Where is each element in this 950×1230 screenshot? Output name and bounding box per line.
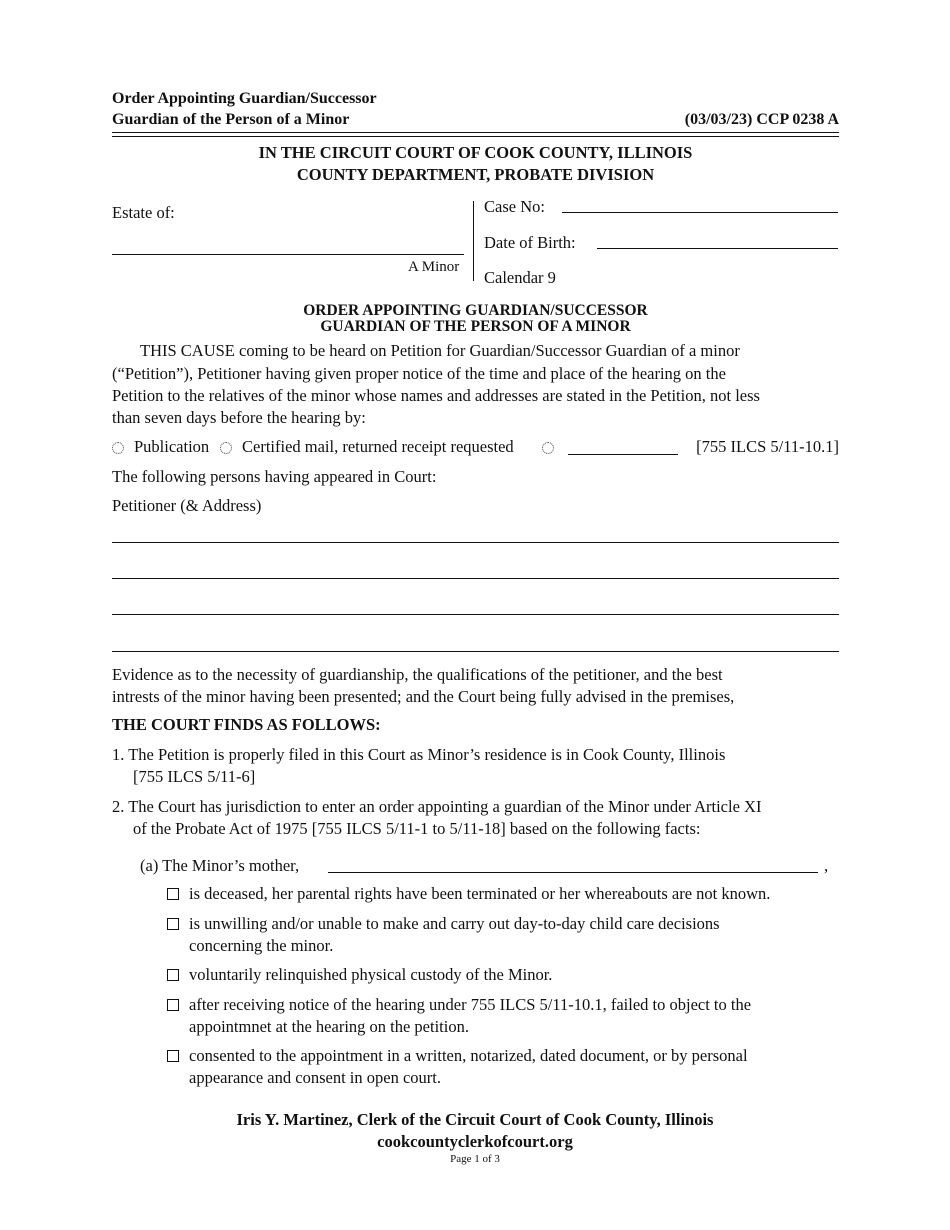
header-double-rule [112, 132, 839, 137]
evidence-line2: intrests of the minor having been presented; and the Court being fully advised in the premises, [112, 687, 735, 706]
dob-label: Date of Birth: [484, 233, 576, 252]
mother-option-5-line2: appearance and consent in open court. [189, 1068, 441, 1087]
intro-line1: THIS CAUSE coming to be heard on Petition for Guardian/Successor Guardian of a minor [140, 341, 740, 360]
mother-option-1-checkbox[interactable] [167, 888, 179, 900]
mother-option-4-checkbox[interactable] [167, 999, 179, 1011]
petitioner-line-4[interactable] [112, 630, 839, 652]
mother-option-2-line1: is unwilling and/or unable to make and carry out day-to-day child care decisions [189, 914, 720, 933]
intro-line2: (“Petition”), Petitioner having given proper notice of the time and place of the hearing on the [112, 364, 726, 383]
court-line2: COUNTY DEPARTMENT, PROBATE DIVISION [296, 165, 655, 184]
mother-option-3-checkbox[interactable] [167, 969, 179, 981]
finding-1-line1: 1. The Petition is properly filed in this Court as Minor’s residence is in Cook County, Illinois [112, 745, 726, 764]
findings-heading: THE COURT FINDS AS FOLLOWS: [112, 715, 381, 734]
petitioner-label: Petitioner (& Address) [112, 496, 262, 515]
certified-mail-radio[interactable] [220, 442, 232, 454]
finding-1-line2: [755 ILCS 5/11-6] [133, 767, 256, 786]
mother-option-4-line2: appointmnet at the hearing on the petition. [189, 1017, 469, 1036]
mother-name-field[interactable] [328, 855, 818, 873]
minor-label: A Minor [408, 259, 460, 275]
petitioner-line-1[interactable] [112, 521, 839, 543]
footer-page-number: Page 1 of 3 [450, 1153, 500, 1165]
finding-2-line2: of the Probate Act of 1975 [755 ILCS 5/11-1 to 5/11-18] based on the following facts: [133, 819, 701, 838]
mother-option-5-checkbox[interactable] [167, 1050, 179, 1062]
petitioner-line-3[interactable] [112, 593, 839, 615]
petitioner-line-2[interactable] [112, 557, 839, 579]
other-notice-field[interactable] [568, 437, 678, 455]
item-a-comma: , [824, 856, 829, 875]
form-title-line1: Order Appointing Guardian/Successor [112, 90, 377, 107]
court-line1: IN THE CIRCUIT COURT OF COOK COUNTY, ILLINOIS [258, 143, 693, 162]
estate-name-field[interactable] [112, 232, 464, 255]
form-code: (03/03/23) CCP 0238 A [684, 111, 839, 128]
intro-line4: than seven days before the hearing by: [112, 408, 366, 427]
mother-option-1-line1: is deceased, her parental rights have been terminated or her whereabouts are not known. [189, 884, 771, 903]
case-no-field[interactable] [562, 195, 838, 213]
form-title-line2: Guardian of the Person of a Minor [112, 111, 350, 128]
publication-label: Publication [134, 437, 210, 456]
calendar-label: Calendar 9 [484, 268, 556, 287]
appeared-label: The following persons having appeared in Court: [112, 467, 437, 486]
mother-option-3-line1: voluntarily relinquished physical custody of the Minor. [189, 965, 553, 984]
dob-field[interactable] [597, 231, 838, 249]
footer-clerk: Iris Y. Martinez, Clerk of the Circuit Court of Cook County, Illinois [236, 1110, 714, 1129]
publication-radio[interactable] [112, 442, 124, 454]
mother-option-4-line1: after receiving notice of the hearing under 755 ILCS 5/11-10.1, failed to object to the [189, 995, 752, 1014]
other-notice-radio[interactable] [542, 442, 554, 454]
evidence-line1: Evidence as to the necessity of guardianship, the qualifications of the petitioner, and the best [112, 665, 723, 684]
mother-option-5-line1: consented to the appointment in a written, notarized, dated document, or by personal [189, 1046, 748, 1065]
caption-divider [473, 201, 474, 281]
order-title-line1: ORDER APPOINTING GUARDIAN/SUCCESSOR [303, 302, 648, 319]
certified-mail-label: Certified mail, returned receipt requested [242, 437, 514, 456]
order-title-line2: GUARDIAN OF THE PERSON OF A MINOR [320, 318, 631, 335]
case-no-label: Case No: [484, 197, 545, 216]
item-a-label: (a) The Minor’s mother, [140, 856, 300, 875]
footer-website: cookcountyclerkofcourt.org [377, 1132, 573, 1151]
intro-line3: Petition to the relatives of the minor whose names and addresses are stated in the Petition, not less [112, 386, 760, 405]
estate-label: Estate of: [112, 203, 175, 222]
mother-option-2-checkbox[interactable] [167, 918, 179, 930]
notice-statute: [755 ILCS 5/11-10.1] [696, 437, 839, 456]
mother-option-2-line2: concerning the minor. [189, 936, 334, 955]
finding-2-line1: 2. The Court has jurisdiction to enter an order appointing a guardian of the Minor under Article XI [112, 797, 762, 816]
